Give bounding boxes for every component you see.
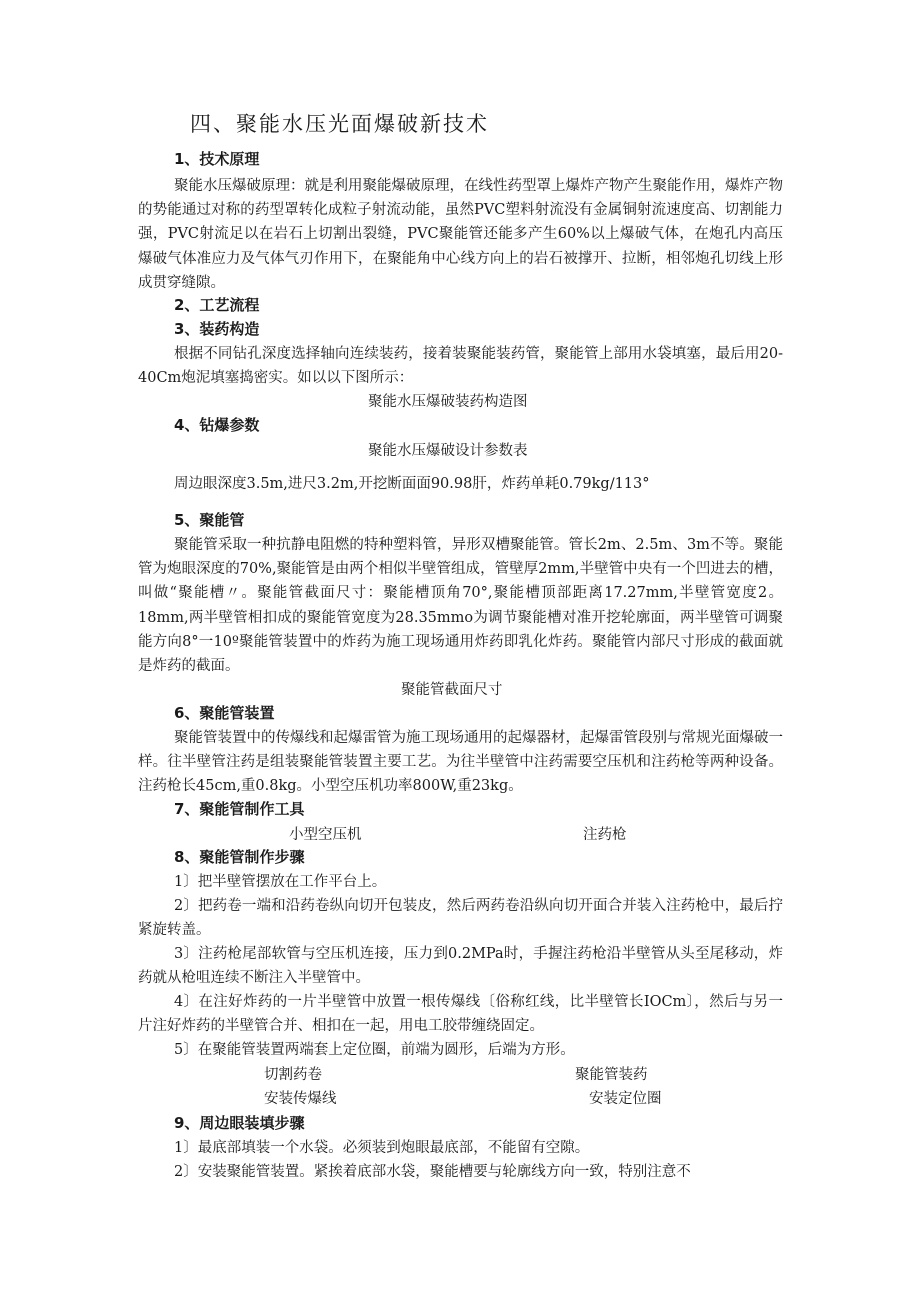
paragraph-charge-structure: 根据不同钻孔深度选择轴向连续装药，接着装聚能装药管，聚能管上部用水袋填塞，最后用20-40Cm炮泥填塞捣密实。如以以下图所示： <box>138 346 783 387</box>
figure-caption-charge-structure: 聚能水压爆破装药构造图 <box>368 394 528 410</box>
figure-caption-cut-cartridge: 切割药卷 <box>264 1067 322 1083</box>
section-heading-tools: 7、聚能管制作工具 <box>174 800 305 818</box>
step-item: 1〕最底部填装一个水袋。必须装到炮眼最底部，不能留有空隙。 <box>174 1140 590 1156</box>
figure-caption-install-detonating-cord: 安装传爆线 <box>264 1091 337 1107</box>
section-heading-drilling-params: 4、钻爆参数 <box>174 416 260 434</box>
figure-caption-injection-gun: 注药枪 <box>583 827 627 843</box>
section-heading-energy-tube: 5、聚能管 <box>174 511 245 529</box>
page-title: 四、聚能水压光面爆破新技术 <box>190 112 489 136</box>
section-heading-charge-structure: 3、装药构造 <box>174 320 260 338</box>
drilling-params-line: 周边眼深度3.5m,进尺3.2m,开挖断面面90.98肝，炸药单耗0.79kg∕113° <box>174 476 650 492</box>
table-caption-design-params: 聚能水压爆破设计参数表 <box>368 443 528 459</box>
section-heading-principle: 1、技术原理 <box>174 150 260 168</box>
figure-caption-tube-section: 聚能管截面尺寸 <box>401 682 503 698</box>
section-heading-process: 2、工艺流程 <box>174 296 260 314</box>
section-heading-tube-device: 6、聚能管装置 <box>174 704 275 722</box>
step-item: 3〕注药枪尾部软管与空压机连接，压力到0.2MPa时，手握注药枪沿半壁管从头至尾移动，炸药就从枪咀连续不断注入半壁管中。 <box>138 946 783 987</box>
section-heading-making-steps: 8、聚能管制作步骤 <box>174 848 305 866</box>
step-item: 4〕在注好炸药的一片半壁管中放置一根传爆线〔俗称红线，比半壁管长IOCm〕，然后与另一片注好炸药的半壁管合并、相扣在一起，用电工胶带缠绕固定。 <box>138 994 783 1035</box>
step-item: 1〕把半壁管摆放在工作平台上。 <box>174 874 387 890</box>
paragraph-tube-device: 聚能管装置中的传爆线和起爆雷管为施工现场通用的起爆器材，起爆雷管段别与常规光面爆破一样。往半壁管注药是组装聚能管装置主要工艺。为往半壁管中注药需要空压机和注药枪等两种设备。注药枪长45cm,重0.8kg。小型空压机功率800W,重23kg。 <box>138 730 783 795</box>
figure-caption-tube-charging: 聚能管装药 <box>575 1067 648 1083</box>
step-item: 2〕把药卷一端和沿药卷纵向切开包装皮，然后两药卷沿纵向切开面合并装入注药枪中，最后拧紧旋转盖。 <box>138 898 783 939</box>
section-heading-filling-steps: 9、周边眼装填步骤 <box>174 1114 305 1132</box>
step-item: 5〕在聚能管装置两端套上定位圈，前端为圆形，后端为方形。 <box>174 1042 575 1058</box>
step-item: 2〕安装聚能管装置。紧挨着底部水袋，聚能槽要与轮廓线方向一致，特别注意不 <box>174 1164 691 1180</box>
figure-caption-air-compressor: 小型空压机 <box>289 827 362 843</box>
paragraph-principle: 聚能水压爆破原理：就是利用聚能爆破原理，在线性药型罩上爆炸产物产生聚能作用，爆炸产物的势能通过对称的药型罩转化成粒子射流动能，虽然PVC塑料射流没有金属铜射流速度高、切割能力强，PVC射流足以在岩石上切割出裂缝，PVC聚能管还能多产生60%以上爆破气体，在炮孔内高压爆破气体准应力及气体气刃作用下，在聚能角中心线方向上的岩石被撑开、拉断，相邻炮孔切线上形成贯穿缝隙。 <box>138 178 783 291</box>
figure-caption-install-locating-ring: 安装定位圈 <box>589 1091 662 1107</box>
paragraph-energy-tube: 聚能管采取一种抗静电阻燃的特种塑料管，异形双槽聚能管。管长2m、2.5m、3m不等。聚能管为炮眼深度的70%,聚能管是由两个相似半壁管组成，管壁厚2mm,半壁管中央有一个凹进去的槽，叫做“聚能槽〃。聚能管截面尺寸：聚能槽顶角70°,聚能槽顶部距离17.27mm,半壁管宽度2。18mm,两半壁管相扣成的聚能管宽度为28.35mmo为调节聚能槽对准开挖轮廓面，两半壁管可调聚能方向8°一10º聚能管装置中的炸药为施工现场通用炸药即乳化炸药。聚能管内部尺寸形成的截面就是炸药的截面。 <box>138 537 783 675</box>
